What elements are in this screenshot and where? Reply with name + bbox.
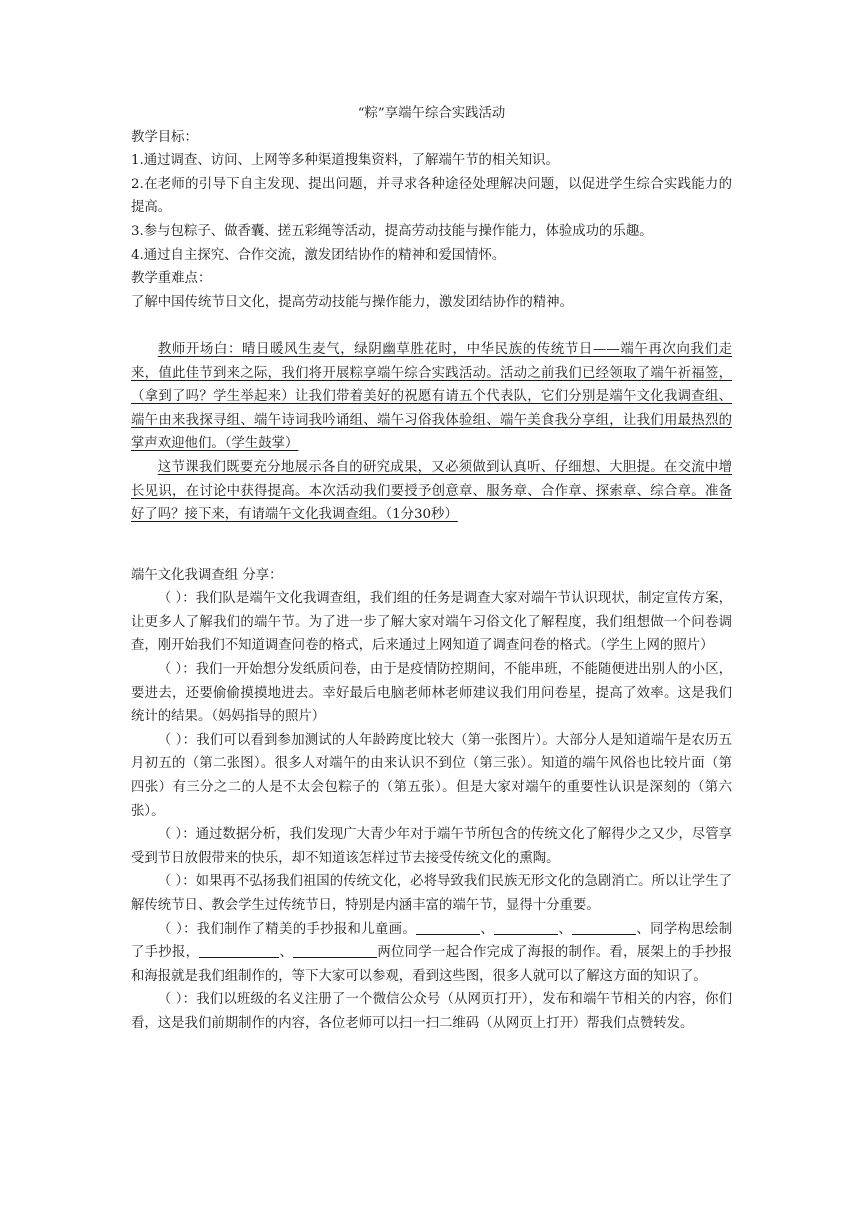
- objective-item: 2.在老师的引导下自主发现、提出问题，并寻求各种途径处理解决问题，以促进学生综合实践能力的提高。: [131, 176, 732, 216]
- fill-blank[interactable]: [416, 920, 480, 935]
- fill-blank[interactable]: [199, 943, 279, 958]
- poster-prefix: （ ）：我们制作了精美的手抄报和儿童画。: [157, 921, 417, 937]
- objectives-heading: 教学目标：: [131, 129, 198, 145]
- separator: 、: [480, 921, 495, 937]
- document-title: “粽”享端午综合实践活动: [357, 106, 506, 121]
- objective-item: 3.参与包粽子、做香囊、搓五彩绳等活动，提高劳动技能与操作能力，体验成功的乐趣。: [131, 223, 653, 239]
- fill-blank[interactable]: [572, 920, 636, 935]
- key-points-heading: 教学重难点：: [131, 271, 212, 287]
- spacer: [131, 527, 732, 564]
- group-paragraph: （ ）：我们一开始想分发纸质问卷，由于是疫情防控期间，不能串班，不能随便进出别人的小区，要进去，还要偷偷摸摸地进去。幸好最后电脑老师林老师建议我们用问卷星，提高了效率。这是我们统计的结果。（妈妈指导的照片）: [131, 662, 732, 725]
- key-points-text: 了解中国传统节日文化，提高劳动技能与操作能力，激发团结协作的精神。: [131, 294, 573, 310]
- spacer: [131, 314, 732, 338]
- poster-paragraph: [131, 918, 732, 989]
- opening-paragraph: 这节课我们既要充分地展示各自的研究成果，又必须做到认真听、仔细想、大胆提。在交流中增长见识，在讨论中获得提高。本次活动我们要授予创意章、服务章、合作章、探索章、综合章。准备好了吗？接下来，有请端午文化我调查组。（1分30秒）: [131, 459, 732, 523]
- group-paragraph: （ ）：通过数据分析，我们发现广大青少年对于端午节所包含的传统文化了解得少之又少，尽管享受到节日放假带来的快乐，却不知道该怎样过节去接受传统文化的熏陶。: [131, 827, 732, 866]
- group-paragraph: （ ）：我们可以看到参加测试的人年龄跨度比较大（第一张图片）。大部分人是知道端午是农历五月初五的（第二张图）。很多人对端午的由来认识不到位（第三张）。知道的端午风俗也比较片面（第四张）有三分之二的人是不太会包粽子的（第五张）。但是大家对端午的重要性认识是深刻的（第六张）。: [131, 732, 732, 819]
- objective-item: 4.通过自主探究、合作交流，激发团结协作的精神和爱国情怀。: [131, 247, 506, 263]
- group-paragraph: （ ）：如果再不弘扬我们祖国的传统文化，必将导致我们民族无形文化的急剧消亡。所以让学生了解传统节日、教会学生过传统节日，特别是内涵丰富的端午节，显得十分重要。: [131, 874, 732, 913]
- separator: 、: [636, 921, 651, 937]
- poster-rest: 两位同学一起合作完成了海报的制作。看，展架上的手抄报和海报就是我们组制作的，等下大家可以参观，看到这些图，很多人就可以了解这方面的知识了。: [131, 945, 733, 984]
- group-paragraph: （ ）：我们以班级的名义注册了一个微信公众号（从网页打开），发布和端午节相关的内容，你们看，这是我们前期制作的内容，各位老师可以扫一扫二维码（从网页上打开）帮我们点赞转发。: [131, 992, 732, 1031]
- poster-middle: 同学构思绘制了手抄报，: [131, 921, 733, 961]
- document-body: [131, 102, 732, 1036]
- fill-blank[interactable]: [293, 943, 377, 958]
- opening-paragraph: 教师开场白：晴日暖风生麦气，绿阴幽草胜花时，中华民族的传统节日——端午再次向我们走来，值此佳节到来之际，我们将开展粽享端午综合实践活动。活动之前我们已经领取了端午祈福签，（拿到了吗？学生举起来）让我们带着美好的祝愿有请五个代表队，它们分别是端午文化我调查组、端午由来我探寻组、端午诗词我吟诵组、端午习俗我体验组、端午美食我分享组，让我们用最热烈的掌声欢迎他们。（学生鼓掌）: [131, 341, 732, 452]
- fill-blank[interactable]: [494, 920, 558, 935]
- separator: 、: [279, 945, 294, 961]
- group-paragraph: （ ）：我们队是端午文化我调查组，我们组的任务是调查大家对端午节认识现状，制定宣传方案，让更多人了解我们的端午节。为了进一步了解大家对端午习俗文化了解程度，我们组想做一个问卷调查，刚开始我们不知道调查问卷的格式，后来通过上网知道了调查问卷的格式。（学生上网的照片）: [131, 591, 732, 654]
- separator: 、: [558, 921, 573, 937]
- objective-item: 1.通过调查、访问、上网等多种渠道搜集资料，了解端午节的相关知识。: [131, 153, 559, 169]
- group-heading: 端午文化我调查组 分享：: [131, 567, 283, 583]
